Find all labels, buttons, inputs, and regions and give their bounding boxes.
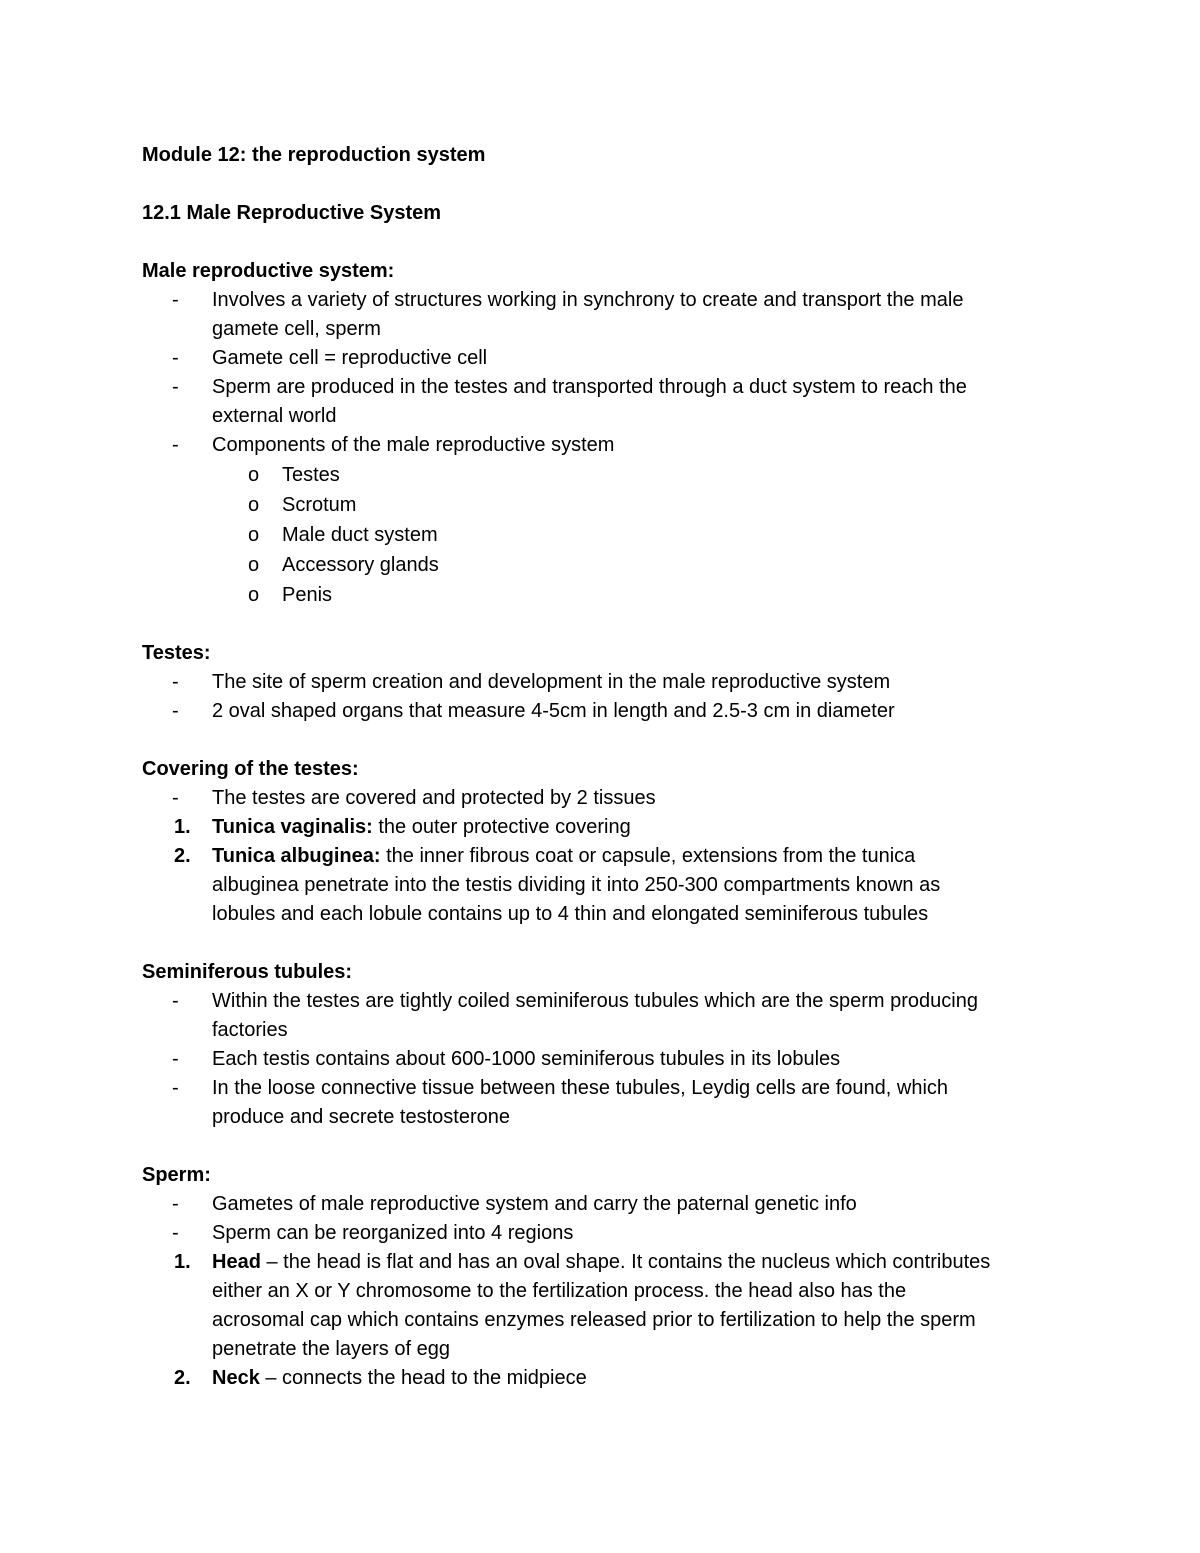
- list-item: - Each testis contains about 600-1000 seminiferous tubules in its lobules: [172, 1048, 841, 1070]
- male-system-heading: Male reproductive system:: [142, 260, 395, 282]
- covering-heading: Covering of the testes:: [142, 758, 359, 780]
- numbered-item: 1. Tunica vaginalis: the outer protective covering: [174, 816, 631, 838]
- list-item: - The site of sperm creation and development in the male reproductive system: [172, 671, 891, 693]
- document-content: [142, 141, 1062, 1393]
- list-item: - 2 oval shaped organs that measure 4-5cm in length and 2.5-3 cm in diameter: [172, 700, 895, 722]
- list-item: - Within the testes are tightly coiled seminiferous tubules which are the sperm producing factories: [172, 990, 978, 1041]
- section-title: 12.1 Male Reproductive System: [142, 202, 442, 224]
- numbered-item: 1. Head – the head is flat and has an oval shape. It contains the nucleus which contributes either an X or Y chromosome to the fertilization process. the head also has the acrosomal cap which contains enzymes released prior to fertilization to help the sperm penetrate the layers of egg: [174, 1251, 991, 1360]
- seminiferous-heading: Seminiferous tubules:: [142, 961, 353, 983]
- list-item: - Involves a variety of structures working in synchrony to create and transport the male gamete cell, sperm: [172, 289, 964, 340]
- sub-list-item: o Testes: [248, 464, 340, 486]
- numbered-item: 2. Neck – connects the head to the midpiece: [174, 1367, 587, 1389]
- list-item: - Sperm can be reorganized into 4 regions: [172, 1222, 574, 1244]
- list-item: - Gamete cell = reproductive cell: [172, 347, 488, 369]
- numbered-item: 2. Tunica albuginea: the inner fibrous coat or capsule, extensions from the tunica albuginea penetrate into the testis dividing it into 250-300 compartments known as lobules and each lobule contains up to 4 thin and elongated seminiferous tubules: [174, 845, 941, 925]
- page-title: Module 12: the reproduction system: [142, 144, 486, 166]
- sub-list-item: o Penis: [248, 584, 333, 606]
- list-item: - Gametes of male reproductive system and carry the paternal genetic info: [172, 1193, 857, 1215]
- list-item: - In the loose connective tissue between these tubules, Leydig cells are found, which produce and secrete testosterone: [172, 1077, 949, 1128]
- list-item: - Components of the male reproductive system: [172, 434, 615, 456]
- list-item: - Sperm are produced in the testes and transported through a duct system to reach the external world: [172, 376, 967, 427]
- sub-list-item: o Accessory glands: [248, 554, 439, 576]
- list-item: - The testes are covered and protected by 2 tissues: [172, 787, 656, 809]
- sub-list-item: o Scrotum: [248, 494, 357, 516]
- sperm-heading: Sperm:: [142, 1164, 211, 1186]
- testes-heading: Testes:: [142, 642, 211, 664]
- sub-list-item: o Male duct system: [248, 524, 438, 546]
